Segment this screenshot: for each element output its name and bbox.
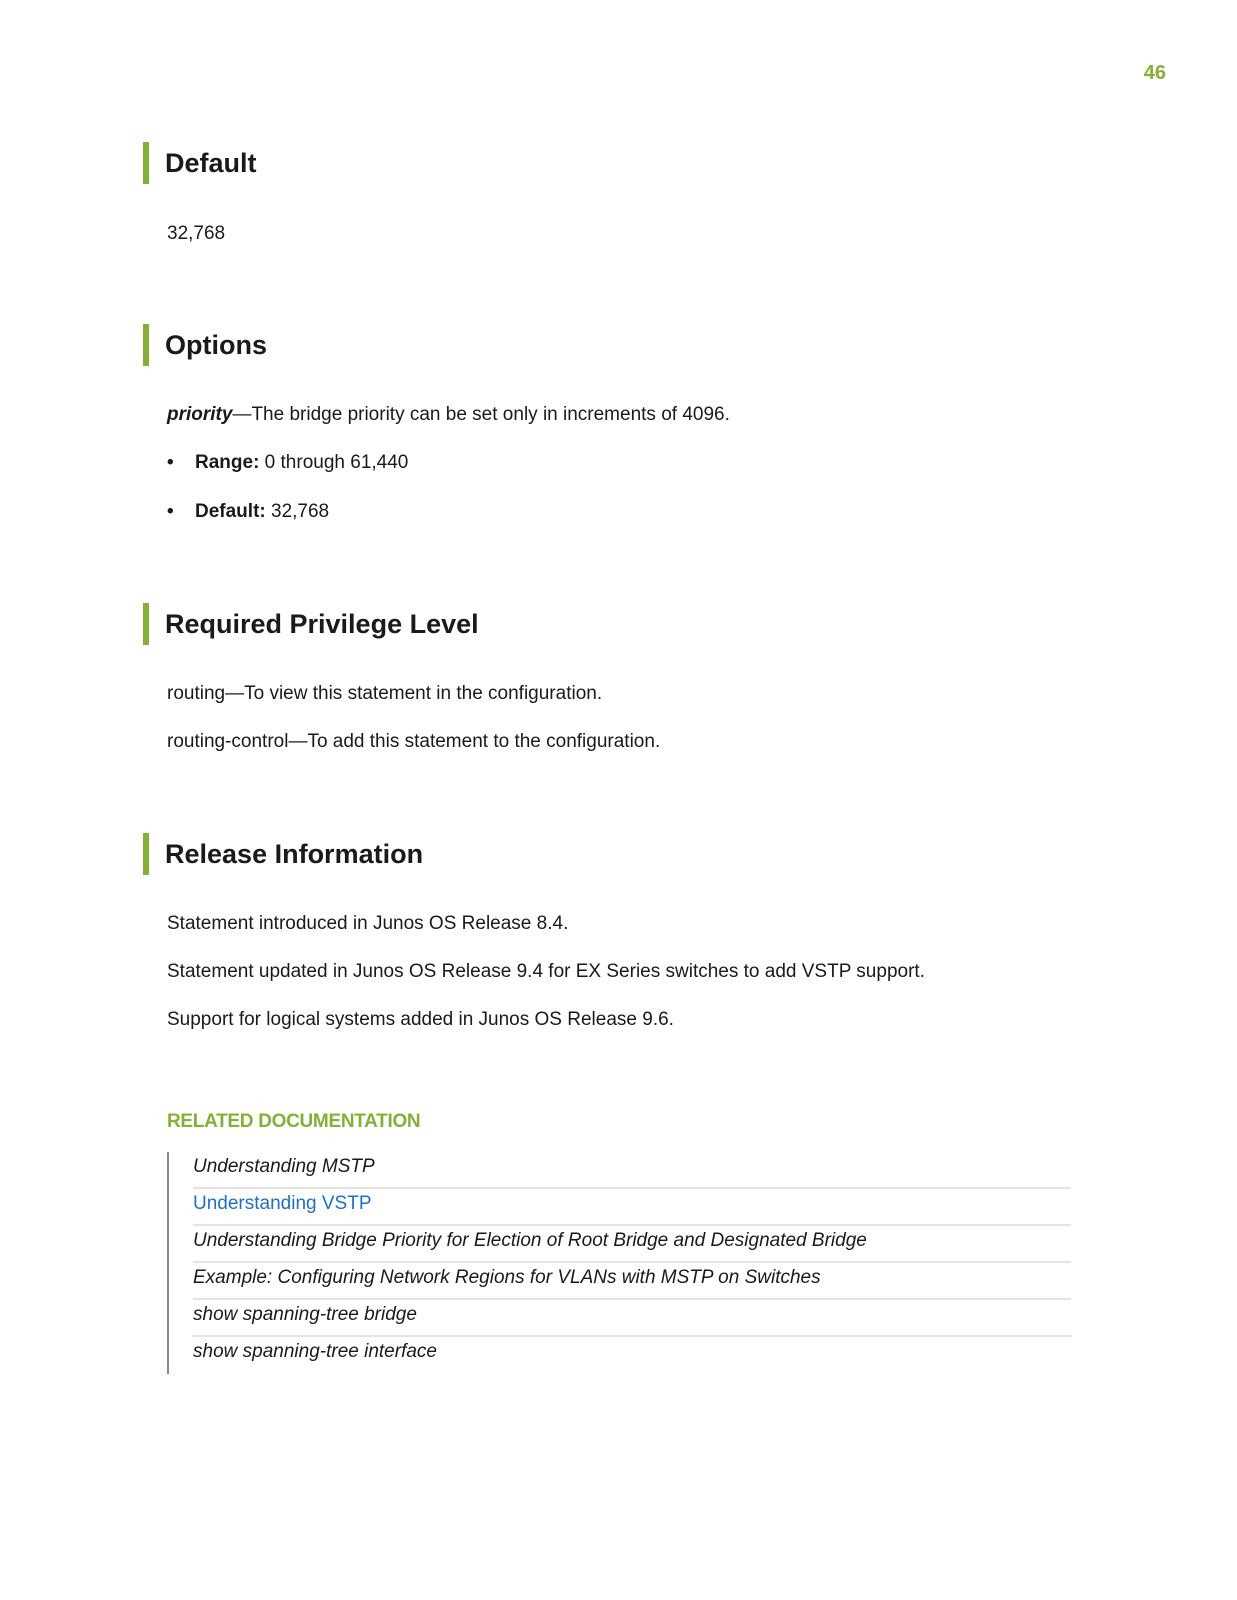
- related-link[interactable]: Understanding VSTP: [193, 1189, 1071, 1226]
- release-line: Statement updated in Junos OS Release 9.4 for EX Series switches to add VSTP support.: [167, 961, 925, 982]
- related-item: Example: Configuring Network Regions for VLANs with MSTP on Switches: [193, 1263, 1071, 1300]
- section-heading-privilege: Required Privilege Level: [143, 603, 479, 645]
- release-line: Statement introduced in Junos OS Release 8.4.: [167, 913, 569, 934]
- related-item: Understanding Bridge Priority for Election of Root Bridge and Designated Bridge: [193, 1226, 1071, 1263]
- page-number: 46: [1143, 62, 1166, 84]
- bullet-value: 0 through 61,440: [259, 452, 409, 473]
- privilege-line: routing—To view this statement in the configuration.: [167, 683, 603, 704]
- section-heading-default: Default: [143, 142, 257, 184]
- options-description: [167, 403, 730, 427]
- bullet-label: Range:: [195, 452, 260, 473]
- bullet-label: Default:: [195, 501, 266, 522]
- related-item: show spanning-tree bridge: [193, 1300, 1071, 1337]
- related-documentation-title: RELATED DOCUMENTATION: [167, 1111, 421, 1132]
- section-heading-options: Options: [143, 324, 267, 366]
- default-value: 32,768: [167, 223, 226, 244]
- option-bullet-range: [167, 451, 408, 475]
- related-item: show spanning-tree interface: [193, 1341, 437, 1362]
- option-term-priority: priority: [167, 404, 233, 425]
- bullet-value: 32,768: [265, 501, 330, 522]
- bullet-icon: •: [167, 501, 174, 522]
- section-heading-release: Release Information: [143, 833, 423, 875]
- option-term-description: —The bridge priority can be set only in increments of 4096.: [232, 404, 730, 425]
- bullet-icon: •: [167, 452, 174, 473]
- related-item: Understanding MSTP: [193, 1152, 1071, 1189]
- option-bullet-default: [167, 500, 329, 524]
- release-line: Support for logical systems added in Junos OS Release 9.6.: [167, 1009, 674, 1030]
- related-documentation-list: [167, 1152, 1071, 1374]
- privilege-line: routing-control—To add this statement to the configuration.: [167, 731, 661, 752]
